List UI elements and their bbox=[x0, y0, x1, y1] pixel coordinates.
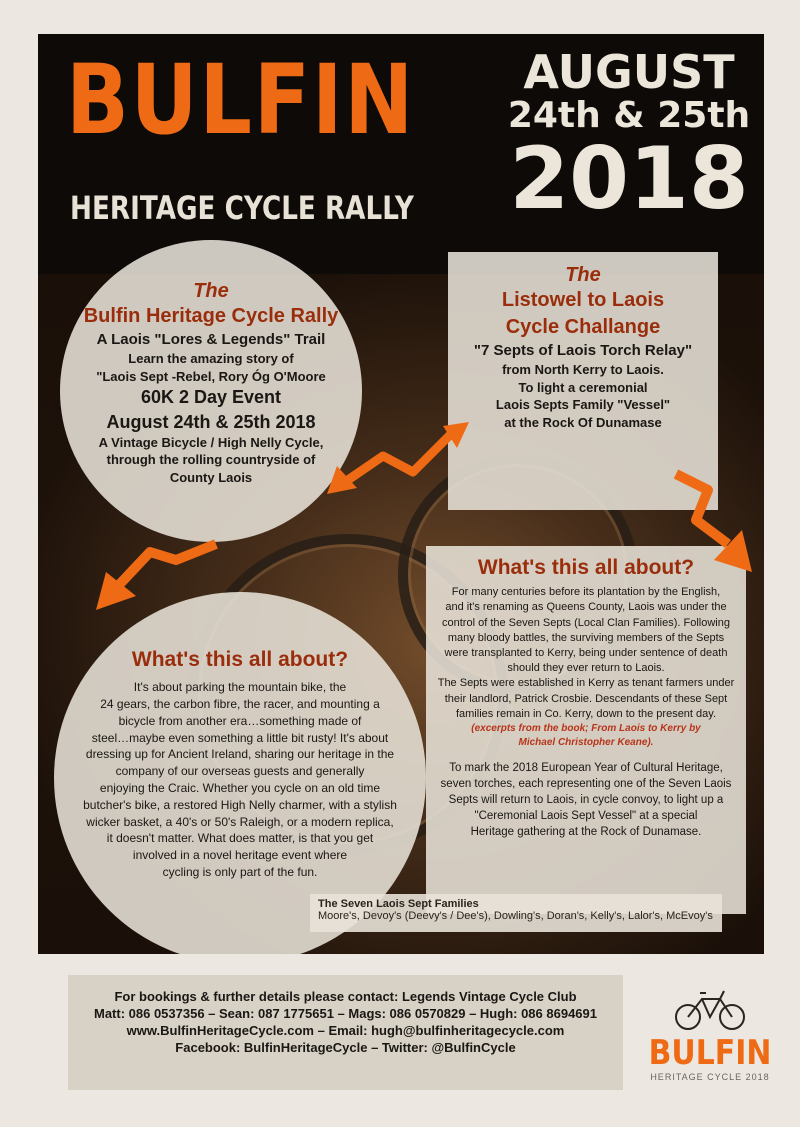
about-line: cycling is only part of the fun. bbox=[162, 865, 318, 880]
rally-distance: 60K 2 Day Event bbox=[140, 387, 282, 408]
history-line: families remain in Co. Kerry, down to the present day. bbox=[455, 707, 717, 720]
rally-dates: August 24th & 25th 2018 bbox=[106, 411, 316, 432]
about-line: dressing up for Ancient Ireland, sharing our heritage in the bbox=[85, 747, 395, 762]
rally-desc-2: through the rolling countryside of bbox=[106, 452, 316, 468]
arrow-down-left-icon bbox=[88, 534, 228, 634]
contact-phones: Matt: 086 0537356 – Sean: 087 1775651 – Mags: 086 0570829 – Hugh: 086 8694691 bbox=[93, 1006, 597, 1021]
bulfin-logo bbox=[635, 985, 785, 1095]
challenge-desc-3: Laois Septs Family "Vessel" bbox=[495, 397, 671, 413]
about-line: 24 gears, the carbon fibre, the racer, and mounting a bbox=[100, 697, 380, 712]
history-panel bbox=[426, 546, 746, 914]
challenge-name: Cycle Challange bbox=[505, 316, 661, 338]
rally-desc-1: A Vintage Bicycle / High Nelly Cycle, bbox=[98, 434, 324, 450]
history-line: The Septs were established in Kerry as tenant farmers under bbox=[437, 677, 735, 690]
about-line: steel…maybe even something a little bit rusty! It's about bbox=[91, 730, 389, 745]
history-line: should they ever return to Laois. bbox=[507, 662, 665, 675]
event-date bbox=[494, 45, 764, 229]
date-year: 2018 bbox=[509, 128, 749, 229]
event-subtitle: HERITAGE CYCLE RALLY bbox=[70, 189, 414, 227]
about-line: wicker basket, a 40's or 50's Raleigh, or a modern replica, bbox=[86, 814, 394, 829]
history-excerpt: Michael Christopher Keane). bbox=[518, 736, 654, 748]
history-line: To mark the 2018 European Year of Cultural Heritage, bbox=[449, 761, 723, 774]
challenge-desc-1: from North Kerry to Laois. bbox=[502, 362, 664, 378]
challenge-the: The bbox=[565, 264, 601, 286]
rally-story: "Laois Sept -Rebel, Rory Óg O'Moore bbox=[96, 368, 326, 384]
history-line: Septs will return to Laois, in cycle convoy, to light up a bbox=[448, 794, 724, 807]
rally-desc-3: County Laois bbox=[169, 470, 253, 486]
families-heading: The Seven Laois Sept Families bbox=[318, 898, 479, 910]
contact-web-email: www.BulfinHeritageCycle.com – Email: hugh@bulfinheritagecycle.com bbox=[126, 1023, 565, 1038]
poster-frame bbox=[38, 34, 764, 954]
logo-name: BULFIN bbox=[648, 1033, 772, 1073]
history-line: many bloody battles, the surviving members of the Septs bbox=[447, 631, 725, 644]
contact-social: Facebook: BulfinHeritageCycle – Twitter: @BulfinCycle bbox=[175, 1040, 516, 1055]
sept-families-box bbox=[310, 894, 722, 932]
rally-info-circle bbox=[60, 240, 362, 542]
contact-box bbox=[68, 975, 623, 1090]
history-line: their landlord, Patrick Crosbie. Descendants of these Sept bbox=[444, 692, 728, 705]
rally-trail: A Laois "Lores & Legends" Trail bbox=[96, 331, 326, 348]
event-title: BULFIN bbox=[66, 44, 416, 156]
contact-intro: For bookings & further details please contact: Legends Vintage Cycle Club bbox=[114, 989, 577, 1004]
logo-sub: HERITAGE CYCLE 2018 bbox=[650, 1072, 770, 1082]
history-line: seven torches, each representing one of the Seven Laois bbox=[440, 777, 732, 790]
history-line: control of the Seven Septs (Local Clan Families). Following bbox=[442, 616, 730, 629]
about-line: bicycle from another era…something made of bbox=[118, 713, 362, 728]
about-line: involved in a novel heritage event where bbox=[132, 848, 348, 863]
rally-the: The bbox=[193, 280, 229, 302]
history-line: For many centuries before its plantation by the English, bbox=[451, 586, 721, 599]
challenge-desc-4: at the Rock Of Dunamase bbox=[504, 414, 662, 430]
challenge-relay: "7 Septs of Laois Torch Relay" bbox=[473, 342, 693, 359]
rally-story-intro: Learn the amazing story of bbox=[128, 351, 294, 367]
about-line: It's about parking the mountain bike, the bbox=[133, 680, 347, 695]
history-heading: What's this all about? bbox=[477, 556, 695, 579]
double-arrow-icon bbox=[323, 394, 473, 504]
about-line: it doesn't matter. What does matter, is that you get bbox=[106, 831, 374, 846]
about-heading: What's this all about? bbox=[131, 648, 349, 671]
challenge-desc-2: To light a ceremonial bbox=[518, 379, 648, 395]
rally-name: Bulfin Heritage Cycle Rally bbox=[83, 305, 339, 327]
history-line: Heritage gathering at the Rock of Dunamase. bbox=[470, 826, 702, 839]
history-line: "Ceremonial Laois Sept Vessel" at a special bbox=[474, 810, 698, 823]
history-excerpt: (excerpts from the book; From Laois to Kerry by bbox=[471, 722, 701, 734]
about-line: enjoying the Craic. Whether you cycle on an old time bbox=[99, 781, 381, 796]
date-days: 24th & 25th bbox=[507, 95, 751, 137]
bicycle-icon bbox=[670, 985, 750, 1031]
date-month: AUGUST bbox=[523, 45, 735, 99]
history-line: and it's renaming as Queens County, Laois was under the bbox=[445, 601, 727, 614]
arrow-down-right-icon bbox=[668, 464, 764, 584]
about-line: company of our overseas guests and generally bbox=[115, 764, 365, 779]
challenge-route: Listowel to Laois bbox=[501, 289, 665, 311]
history-line: were transplanted to Kerry, being under sentence of death bbox=[444, 646, 728, 659]
about-line: butcher's bike, a restored High Nelly charmer, with a stylish bbox=[83, 797, 397, 812]
families-list: Moore's, Devoy's (Deevy's / Dee's), Dowling's, Doran's, Kelly's, Lalor's, McEvoy's bbox=[318, 910, 713, 922]
